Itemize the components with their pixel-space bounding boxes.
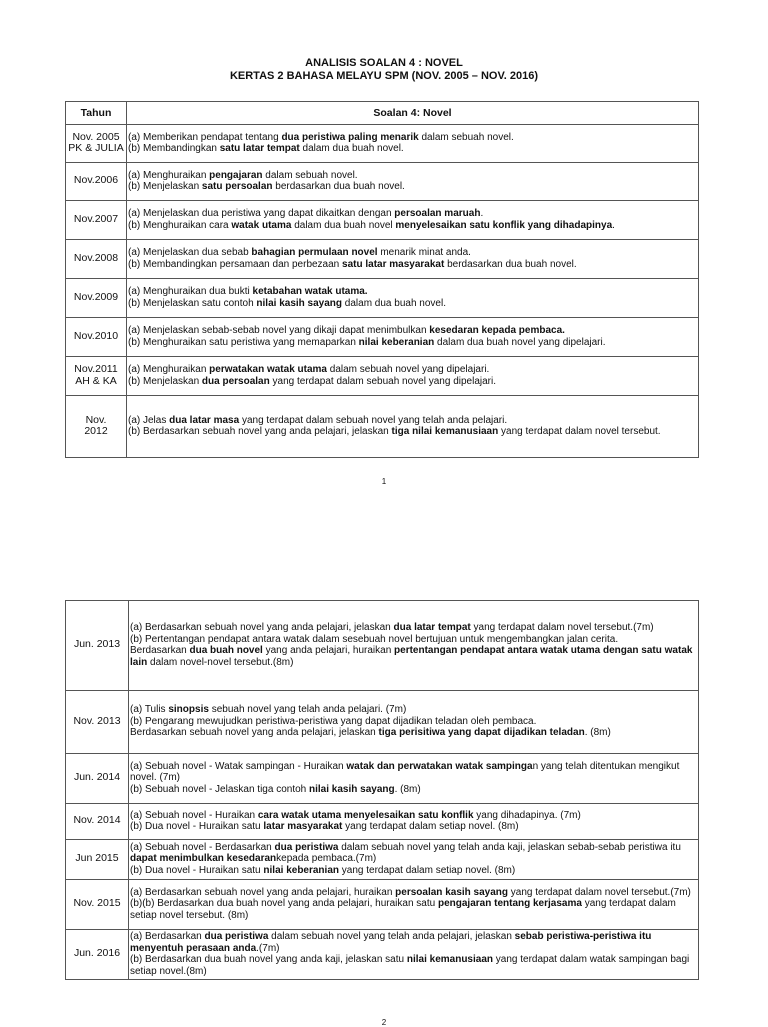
year-cell (66, 201, 127, 240)
question-line (128, 220, 697, 232)
question-line (128, 364, 697, 376)
question-text: (b) Menjelaskan (128, 375, 202, 387)
table-row (66, 880, 699, 930)
document-subtitle: KERTAS 2 BAHASA MELAYU SPM (NOV. 2005 – NOV. 2016) (229, 70, 539, 82)
keyword-text: dua latar masa (169, 414, 240, 426)
question-text: yang terdapat dalam setiap novel tersebut. (8m) (130, 898, 676, 921)
question-line (130, 810, 697, 822)
keyword-text: ketabahan watak utama. (252, 286, 368, 297)
question-text: dalam dua buah novel (291, 219, 396, 231)
question-line (130, 716, 697, 728)
keyword-text: watak dan perwatakan watak sampinga (346, 760, 533, 772)
question-text: (a) Jelas (128, 414, 170, 426)
question-text: (b) Berdasarkan sebuah novel yang anda pelajari, jelaskan (128, 426, 392, 437)
table-row (66, 930, 699, 980)
question-text: dalam dua buah novel. (342, 297, 446, 309)
year-cell (66, 754, 129, 804)
keyword-text: pengajaran (209, 169, 263, 181)
questions-table-page2 (65, 600, 699, 980)
year-text: Jun. 2013 (73, 638, 121, 651)
question-line (130, 727, 697, 739)
year-cell (66, 163, 127, 201)
question-line (130, 622, 697, 634)
question-line (128, 298, 697, 310)
question-line (130, 645, 697, 668)
question-line (128, 376, 697, 388)
question-text: (a) Berdasarkan (130, 931, 205, 942)
question-line (128, 208, 697, 220)
question-text: Berdasarkan (130, 645, 190, 656)
table-row (66, 201, 699, 240)
question-text: dalam sebuah novel yang dipelajari. (326, 364, 490, 375)
question-cell (127, 279, 699, 318)
question-cell (127, 396, 699, 458)
year-text: AH & KA (75, 374, 117, 387)
keyword-text: persoalan kasih sayang (395, 886, 509, 898)
year-cell (66, 396, 127, 458)
question-cell (127, 125, 699, 163)
question-line (130, 761, 697, 784)
keyword-text: nilai keberanian (263, 864, 339, 876)
question-text: (a) Sebuah novel - Berdasarkan (130, 841, 275, 853)
question-text: (b) Sebuah novel - Jelaskan tiga contoh (130, 783, 309, 795)
header-question: Soalan 4: Novel (127, 102, 699, 125)
question-text: yang anda pelajari, huraikan (262, 645, 395, 656)
question-text: menarik minat anda. (377, 247, 471, 258)
keyword-text: nilai kasih sayang (309, 783, 395, 795)
question-text: yang terdapat dalam sebuah novel yang dipelajari. (269, 375, 496, 387)
table-row (66, 163, 699, 201)
year-cell (66, 318, 127, 357)
question-line (128, 259, 697, 271)
question-line (130, 821, 697, 833)
keyword-text: satu latar tempat (219, 143, 300, 154)
question-text: (a) Tulis (130, 704, 169, 716)
question-line (128, 337, 697, 349)
keyword-text: watak utama (231, 219, 292, 231)
question-text: (b) Berdasarkan dua buah novel yang anda kaji, jelaskan satu (130, 954, 407, 965)
question-text: yang terdapat dalam novel tersebut. (498, 426, 661, 437)
question-line (130, 954, 697, 977)
year-cell (66, 930, 129, 980)
year-text: PK & JULIA (68, 142, 124, 154)
question-text: dalam sebuah novel yang telah anda kaji, jelaskan sebab-sebab peristiwa itu (338, 841, 681, 853)
question-text: (b) Membandingkan persamaan dan perbezaan (128, 258, 343, 270)
question-text: (b) Membandingkan (128, 143, 220, 154)
keyword-text: kesedaran kepada pembaca. (429, 325, 565, 336)
question-text: yang terdapat dalam watak sampingan bagi setiap novel.(8m) (130, 954, 690, 977)
table-row (66, 279, 699, 318)
question-line (130, 887, 697, 899)
question-line (130, 634, 697, 646)
keyword-text: bahagian permulaan novel (251, 247, 378, 258)
table-row (66, 357, 699, 396)
keyword-text: dua peristiwa (204, 931, 269, 942)
question-line (128, 143, 697, 155)
year-cell (66, 691, 129, 754)
year-text: Nov. 2015 (73, 897, 121, 910)
table-row (66, 601, 699, 691)
question-text: (b) Menghuraikan cara (128, 219, 232, 231)
year-cell (66, 880, 129, 930)
table-row (66, 754, 699, 804)
question-cell (129, 691, 699, 754)
table-row (66, 125, 699, 163)
question-line (130, 931, 697, 954)
keyword-text: persoalan maruah (394, 208, 481, 219)
keyword-text: nilai keberanian (358, 336, 435, 348)
question-text: (a) Berdasarkan sebuah novel yang anda pelajari, huraikan (130, 886, 396, 898)
question-text: berdasarkan dua buah novel. (444, 258, 577, 270)
question-text: (a) Menjelaskan dua peristiwa yang dapat dikaitkan dengan (128, 208, 395, 219)
table-row (66, 840, 699, 880)
question-text: .(7m) (256, 942, 280, 954)
question-cell (129, 754, 699, 804)
question-cell (127, 201, 699, 240)
year-text: Jun. 2014 (73, 771, 121, 784)
keyword-text: dua latar tempat (393, 622, 471, 633)
year-text: Nov. 2013 (73, 714, 121, 727)
question-text: (a) Menghuraikan dua bukti (128, 286, 253, 297)
question-text: dalam sebuah novel. (418, 131, 514, 143)
table-row (66, 240, 699, 279)
table-row (66, 318, 699, 357)
year-cell (66, 840, 129, 880)
question-line (128, 415, 697, 427)
question-cell (129, 840, 699, 880)
keyword-text: nilai kasih sayang (256, 297, 343, 309)
year-text: Nov. (85, 413, 107, 426)
question-text: (a) Menghuraikan (128, 364, 210, 375)
table-row (66, 691, 699, 754)
year-text: Nov.2006 (73, 174, 119, 187)
question-line (128, 247, 697, 259)
year-cell (66, 601, 129, 691)
year-text: Nov.2007 (73, 212, 119, 225)
question-text: (b)(b) Berdasarkan dua buah novel yang anda pelajari, huraikan satu (130, 898, 438, 910)
question-text: dalam novel-novel tersebut.(8m) (147, 656, 294, 668)
question-text: (a) Menjelaskan dua sebab (128, 247, 252, 258)
question-text: yang terdapat dalam sebuah novel yang telah anda pelajari. (239, 414, 508, 426)
question-text: . (480, 208, 484, 219)
year-text: Jun 2015 (75, 852, 119, 865)
question-text: dalam dua buah novel. (299, 143, 404, 154)
document-title: ANALISIS SOALAN 4 : NOVEL (305, 57, 463, 69)
year-cell (66, 240, 127, 279)
question-text: (b) Menjelaskan satu contoh (128, 297, 257, 309)
question-cell (129, 804, 699, 840)
keyword-text: dua peristiwa paling menarik (281, 131, 419, 143)
question-cell (127, 240, 699, 279)
keyword-text: nilai kemanusiaan (406, 954, 494, 965)
year-cell (66, 804, 129, 840)
table-header-row (66, 102, 699, 125)
question-line (128, 132, 697, 144)
question-text: Berdasarkan sebuah novel yang anda pelajari, jelaskan (130, 727, 379, 739)
keyword-text: latar masyarakat (263, 821, 343, 832)
year-text: Nov.2009 (73, 290, 119, 303)
question-line (130, 898, 697, 921)
question-line (128, 286, 697, 298)
question-text: dalam sebuah novel yang telah anda pelajari, jelaskan (268, 931, 515, 942)
question-text: sebuah novel yang telah anda pelajari. (7m) (208, 704, 407, 716)
question-cell (129, 930, 699, 980)
question-line (128, 181, 697, 193)
year-cell (66, 357, 127, 396)
question-text: (b) Pengarang mewujudkan peristiwa-peristiwa yang dapat dijadikan teladan oleh pembaca. (130, 715, 537, 727)
question-text: . (8m) (584, 727, 611, 739)
question-cell (129, 880, 699, 930)
keyword-text: tiga perisitiwa yang dapat dijadikan teladan (378, 727, 585, 739)
question-text: (b) Menjelaskan (128, 181, 202, 192)
question-text: (b) Pertentangan pendapat antara watak dalam sesebuah novel bertujuan untuk mengembangkan jalan cerita. (130, 633, 619, 645)
question-text: (a) Berdasarkan sebuah novel yang anda pelajari, jelaskan (130, 622, 394, 633)
keyword-text: dua peristiwa (274, 841, 339, 853)
question-text: (b) Dua novel - Huraikan satu (130, 864, 264, 876)
page-number-1: 1 (381, 477, 387, 486)
question-line (128, 426, 697, 438)
keyword-text: cara watak utama menyelesaikan satu konflik (257, 809, 474, 821)
keyword-text: satu latar masyarakat (342, 258, 445, 270)
question-text: dalam sebuah novel. (262, 169, 358, 181)
keyword-text: tiga nilai kemanusiaan (391, 426, 499, 437)
year-text: Jun. 2016 (73, 947, 121, 960)
keyword-text: dapat menimbulkan kesedaran (130, 853, 277, 865)
question-text: (a) Menjelaskan sebab-sebab novel yang dikaji dapat menimbulkan (128, 325, 430, 336)
year-text: Nov.2008 (73, 251, 119, 264)
keyword-text: sinopsis (168, 704, 209, 716)
header-year: Tahun (66, 102, 127, 125)
question-text: kepada pembaca.(7m) (276, 853, 377, 865)
question-text: . (612, 219, 615, 231)
keyword-text: dua buah novel (189, 645, 263, 656)
keyword-text: pengajaran tentang kerjasama (437, 898, 582, 910)
keyword-text: dua persoalan (201, 375, 270, 387)
question-text: (a) Sebuah novel - Watak sampingan - Huraikan (130, 760, 347, 772)
question-text: (a) Menghuraikan (128, 169, 210, 181)
question-text: yang dihadapinya. (7m) (473, 809, 581, 821)
year-text: Nov.2011 (74, 363, 118, 375)
year-cell (66, 279, 127, 318)
question-text: (b) Menghuraikan satu peristiwa yang memaparkan (128, 336, 359, 348)
keyword-text: satu persoalan (201, 181, 273, 192)
question-text: yang terdapat dalam setiap novel. (8m) (339, 864, 516, 876)
question-text: . (8m) (394, 783, 421, 795)
question-text: dalam dua buah novel yang dipelajari. (434, 336, 606, 348)
question-line (130, 842, 697, 865)
questions-table-page1 (65, 101, 699, 458)
question-text: (b) Dua novel - Huraikan satu (130, 821, 264, 832)
year-text: Nov.2010 (73, 329, 119, 342)
question-text: yang terdapat dalam setiap novel. (8m) (342, 821, 519, 832)
question-text: (a) Sebuah novel - Huraikan (130, 809, 258, 821)
question-cell (127, 357, 699, 396)
question-line (128, 325, 697, 337)
question-line (128, 170, 697, 182)
year-cell (66, 125, 127, 163)
year-text: Nov. 2005 (72, 130, 120, 143)
question-text: yang terdapat dalam novel tersebut.(7m) (470, 622, 654, 633)
table-row (66, 396, 699, 458)
year-text: 2012 (84, 425, 108, 437)
question-text: berdasarkan dua buah novel. (272, 181, 405, 192)
question-text: yang terdapat dalam novel tersebut.(7m) (508, 886, 691, 898)
question-cell (127, 318, 699, 357)
question-line (130, 865, 697, 877)
question-text: (a) Memberikan pendapat tentang (128, 131, 282, 143)
year-text: Nov. 2014 (73, 814, 121, 827)
keyword-text: pertentangan pendapat antara watak utama dengan satu watak lain (130, 645, 693, 668)
table-row (66, 804, 699, 840)
question-cell (127, 163, 699, 201)
question-line (130, 704, 697, 716)
question-cell (129, 601, 699, 691)
keyword-text: sebab peristiwa-peristiwa itu menyentuh perasaan anda (130, 931, 652, 954)
question-text: n yang telah ditentukan mengikut novel. (7m) (130, 760, 680, 784)
keyword-text: perwatakan watak utama (209, 364, 327, 375)
keyword-text: menyelesaikan satu konflik yang dihadapinya (395, 219, 613, 231)
page-number-2: 2 (381, 1018, 387, 1027)
question-line (130, 784, 697, 796)
